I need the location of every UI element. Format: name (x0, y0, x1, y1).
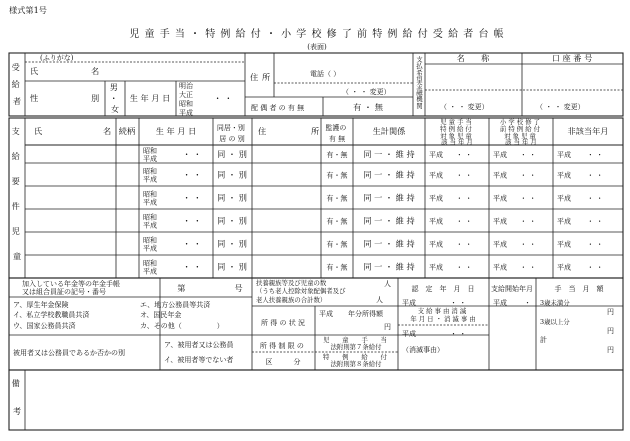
child-address-header-right: 所 (311, 126, 320, 136)
child-row (143, 146, 603, 163)
pension-type-list: ア、厚生年金保険 エ、地方公務員等共済 イ、私立学校教職員共済 オ、国民年金 ウ、国家公務員共済 カ、その他（ ） (13, 301, 224, 330)
child-row-eligible-heisei: 平成 (429, 217, 443, 226)
child-row-eligible-dots: ・ ・ (455, 240, 473, 249)
child-address-header-left: 住 (258, 126, 267, 136)
limit-rule-special: 特 例 給 付 法附則第８条給付 (323, 353, 387, 368)
ledger-subtitle: (表面) (307, 43, 327, 51)
child-primary-header: 小 学 校 修 了 前 特 例 給 付 対 象 児 童 該 当 年 月 (499, 118, 541, 146)
child-row-livelihood: 同 一 ・ 維 持 (363, 169, 415, 180)
start-heisei: 平成 (493, 299, 507, 307)
child-row (143, 236, 603, 253)
child-row-non-eligible-heisei: 平成 (557, 240, 571, 249)
child-row-era-heisei: 平成 (143, 244, 157, 253)
child-relation-header: 続柄 (118, 126, 136, 136)
child-cohabit-header: 同居・別 居 の 別 (216, 124, 245, 143)
name-label-right: 名 (91, 66, 100, 76)
child-row-custody: 有・無 (326, 171, 348, 180)
child-row-eligible-heisei: 平成 (429, 263, 443, 272)
amount-over3-yen: 円 (607, 327, 614, 335)
income-amount-label: 年分所得額 (348, 310, 383, 318)
name-label-left: 氏 (30, 66, 39, 76)
gender-options: 男 ・ 女 (109, 82, 120, 114)
child-row-primary-heisei: 平成 (493, 194, 507, 203)
child-row (143, 213, 603, 230)
child-row-birthdate-dots: ・ ・ (182, 192, 202, 203)
child-eligible-header: 児 童 手 当 特 例 給 付 対 象 児 童 該 当 年 月 (440, 118, 473, 146)
child-row-primary-dots: ・ ・ (519, 194, 537, 203)
bank-account-change: （ ・ ・ 変更） (536, 103, 585, 111)
start-dots: ・ (524, 299, 531, 307)
amount-total: 計 (540, 336, 547, 344)
child-row-era-showa: 昭和 (143, 259, 157, 268)
child-row-cohabit: 同 ・ 別 (217, 192, 247, 203)
child-row-primary-dots: ・ ・ (519, 151, 537, 159)
child-name-header-right: 名 (103, 126, 112, 136)
child-row-eligible-dots: ・ ・ (455, 217, 473, 226)
limit-label: 所 得 制 限 の 区 分 (259, 342, 304, 366)
child-non-eligible-header: 非該当年月 (567, 126, 609, 136)
insured-options: ア、被用者又は公務員 イ、被用者等でない者 (164, 341, 234, 364)
cert-change-label: 支 給 事 由 消 滅 年 月 日 ・ 消 滅 事 由 (410, 307, 476, 323)
child-row-primary-heisei: 平成 (493, 263, 507, 272)
cert-change-dots: ・ ・ (450, 330, 467, 338)
child-row-era-heisei: 平成 (143, 175, 157, 184)
phone-label: 電話（ ） (310, 70, 341, 78)
limit-rule-child: 児 童 手 当 法附則第７条給付 (323, 336, 387, 351)
dependents-title: 扶養親族等及び児童の数 （うち老人控除対象配偶者及び 老人扶養親族の合計数） (256, 279, 346, 304)
child-row-non-eligible-heisei: 平成 (557, 263, 571, 272)
child-row-custody: 有・無 (326, 194, 348, 203)
child-row-non-eligible-heisei: 平成 (557, 217, 571, 226)
child-row-primary-dots: ・ ・ (519, 240, 537, 249)
child-row-cohabit: 同 ・ 別 (217, 169, 247, 180)
child-row-eligible-heisei: 平成 (429, 171, 443, 180)
child-row-primary-heisei: 平成 (493, 217, 507, 226)
child-row (143, 167, 603, 184)
child-row-custody: 有・無 (326, 263, 348, 272)
birthdate-dots: ・ ・ (213, 93, 233, 103)
child-row-eligible-heisei: 平成 (429, 240, 443, 249)
form-number: 様式第1号 (9, 5, 47, 15)
ledger-title: 児 童 手 当 ・ 特 例 給 付 ・ 小 学 校 修 了 前 特 例 給 付 受 給 者 台 帳 (129, 29, 505, 40)
child-row-birthdate-dots: ・ ・ (182, 215, 202, 226)
cert-reason: （消滅事由） (402, 346, 444, 354)
child-row-cohabit: 同 ・ 別 (217, 215, 247, 226)
child-row-era-showa: 昭和 (143, 190, 157, 199)
child-row-eligible-heisei: 平成 (429, 151, 443, 159)
address-change-label: （ ・ ・ 変更） (342, 88, 391, 96)
child-row-non-eligible-heisei: 平成 (557, 151, 571, 159)
child-row-era-heisei: 平成 (143, 221, 157, 230)
child-row-livelihood: 同 一 ・ 維 持 (363, 149, 415, 159)
income-label: 所 得 の 状 況 (261, 319, 305, 327)
birthdate-label: 生 年 月 日 (129, 93, 171, 103)
cert-change-heisei: 平成 (402, 330, 416, 338)
child-row-era-heisei: 平成 (143, 267, 157, 276)
address-label-left: 住 (250, 72, 259, 82)
child-row-eligible-dots: ・ ・ (455, 171, 473, 180)
child-livelihood-header: 生計関係 (372, 126, 406, 136)
remarks-section (9, 370, 623, 430)
child-row-cohabit: 同 ・ 別 (217, 261, 247, 272)
child-row-cohabit: 同 ・ 別 (217, 238, 247, 249)
cert-dots: ・ ・ (450, 299, 467, 307)
bank-name-header: 名 称 (456, 53, 490, 63)
child-row (143, 259, 603, 276)
child-row-cohabit: 同 ・ 別 (217, 149, 247, 159)
child-row-era-showa: 昭和 (143, 213, 157, 222)
child-row-primary-dots: ・ ・ (519, 171, 537, 180)
pension-number-label: 第 号 (177, 283, 243, 293)
amount-over3: 3歳以上分 (540, 318, 570, 326)
amount-total-yen: 円 (607, 346, 614, 354)
child-row-era-showa: 昭和 (143, 147, 157, 155)
child-row-custody: 有・無 (326, 217, 348, 226)
bank-section-label: 支払希望金融機関 (415, 56, 423, 109)
remarks-label: 備 考 (11, 378, 22, 416)
child-row-primary-heisei: 平成 (493, 151, 507, 159)
dependents-unit-bottom: 人 (376, 296, 383, 304)
child-row-era-showa: 昭和 (143, 236, 157, 245)
child-row-birthdate-dots: ・ ・ (182, 261, 202, 272)
child-row-livelihood: 同 一 ・ 維 持 (363, 261, 415, 272)
bank-account-header: 口 座 番 号 (551, 53, 593, 63)
child-row-non-eligible-heisei: 平成 (557, 171, 571, 180)
child-row-livelihood: 同 一 ・ 維 持 (363, 238, 415, 249)
insured-question: 被用者又は公務員であるか否かの別 (13, 349, 125, 357)
child-row-primary-heisei: 平成 (493, 240, 507, 249)
child-row-livelihood: 同 一 ・ 維 持 (363, 192, 415, 203)
child-row-birthdate-dots: ・ ・ (182, 238, 202, 249)
recipient-section-label: 受 給 者 (11, 62, 22, 106)
children-rows (143, 146, 603, 276)
amount-under3: 3歳未満分 (540, 299, 570, 307)
cert-heisei: 平成 (402, 299, 416, 307)
child-row-non-eligible-dots: ・ ・ (586, 151, 604, 159)
amount-label: 手 当 月 額 (554, 285, 604, 293)
birthdate-eras: 明治 大正 昭和 平成 (179, 82, 193, 117)
child-name-header-left: 氏 (34, 126, 43, 136)
child-row-custody: 有・無 (326, 151, 348, 159)
gender-label-right: 別 (91, 93, 100, 103)
dependents-unit-top: 人 (384, 280, 391, 288)
child-custody-header: 監護の 有 無 (325, 124, 347, 143)
child-row (143, 190, 603, 207)
furigana-label: (ふりがな) (40, 54, 74, 62)
gender-label-left: 性 (30, 93, 39, 103)
pension-title: 加入している年金等の年金手帳 又は組合員証の記号・番号 (22, 280, 120, 296)
bank-name-change: （ ・ ・ 変更） (440, 103, 489, 111)
child-row-non-eligible-dots: ・ ・ (586, 194, 604, 203)
child-row-primary-dots: ・ ・ (519, 217, 537, 226)
child-row-non-eligible-heisei: 平成 (557, 194, 571, 203)
child-row-custody: 有・無 (326, 240, 348, 249)
child-row-eligible-dots: ・ ・ (455, 263, 473, 272)
spouse-value: 有 ・ 無 (353, 102, 383, 112)
cert-label: 認 定 年 月 日 (411, 285, 475, 293)
amount-under3-yen: 円 (607, 308, 614, 316)
spouse-label: 配 偶 者 の 有 無 (251, 104, 305, 112)
child-row-primary-heisei: 平成 (493, 171, 507, 180)
child-row-non-eligible-dots: ・ ・ (586, 217, 604, 226)
income-year: 平成 (319, 310, 333, 318)
child-row-era-heisei: 平成 (143, 198, 157, 207)
child-row-livelihood: 同 一 ・ 維 持 (363, 215, 415, 226)
child-row-birthdate-dots: ・ ・ (182, 169, 202, 180)
child-row-birthdate-dots: ・ ・ (182, 149, 202, 159)
child-birthdate-header: 生 年 月 日 (155, 126, 197, 136)
start-label: 支給開始年月 (491, 285, 533, 293)
child-row-non-eligible-dots: ・ ・ (586, 263, 604, 272)
child-row-eligible-dots: ・ ・ (455, 151, 473, 159)
child-row-era-showa: 昭和 (143, 167, 157, 176)
child-row-non-eligible-dots: ・ ・ (586, 171, 604, 180)
income-yen-unit: 円 (384, 323, 391, 331)
recipient-section (9, 53, 623, 116)
child-row-eligible-heisei: 平成 (429, 194, 443, 203)
child-row-non-eligible-dots: ・ ・ (586, 240, 604, 249)
children-section-label: 支 給 要 件 児 童 (11, 126, 22, 261)
address-label-right: 所 (262, 72, 271, 82)
child-row-eligible-dots: ・ ・ (455, 194, 473, 203)
child-row-primary-dots: ・ ・ (519, 263, 537, 272)
child-row-era-heisei: 平成 (143, 155, 157, 163)
